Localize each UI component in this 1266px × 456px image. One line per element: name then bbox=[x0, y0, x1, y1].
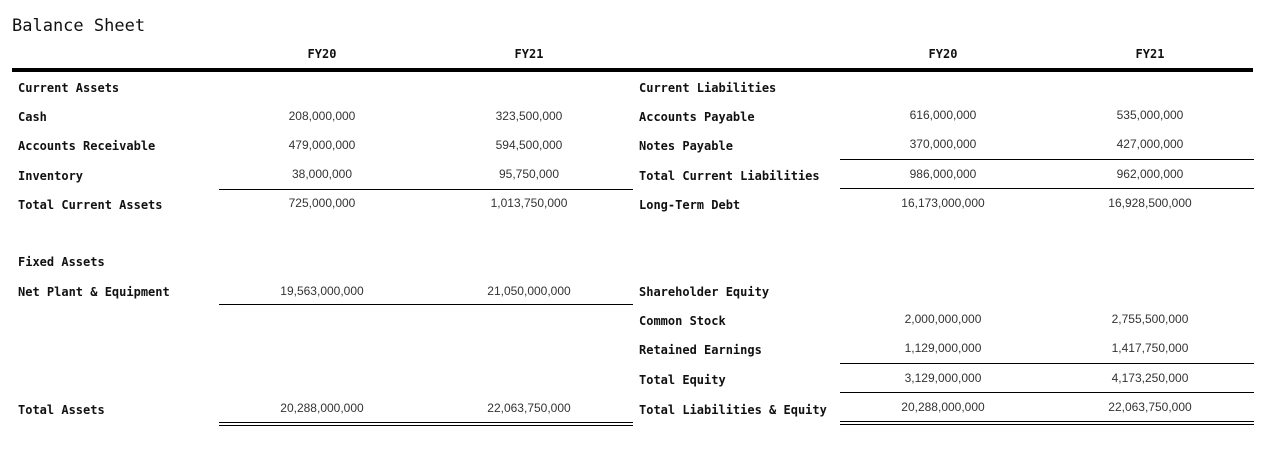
current-assets-subtotal-line bbox=[219, 189, 633, 190]
retained-earnings-label: Retained Earnings bbox=[639, 343, 762, 357]
total-current-liabilities-line bbox=[840, 188, 1254, 189]
assets-fy20-header: FY20 bbox=[307, 47, 337, 61]
current-liabilities-subtotal-line bbox=[840, 159, 1254, 160]
total-equity-fy21: 4,173,250,000 bbox=[1111, 371, 1189, 385]
total-liabilities-double-underline bbox=[840, 421, 1254, 425]
total-liabilities-equity-label: Total Liabilities & Equity bbox=[639, 403, 827, 417]
equity-subtotal-line bbox=[840, 363, 1254, 364]
current-liabilities-heading: Current Liabilities bbox=[639, 81, 777, 95]
total-equity-label: Total Equity bbox=[639, 373, 726, 387]
total-assets-fy21: 22,063,750,000 bbox=[487, 401, 571, 415]
total-current-assets-label: Total Current Assets bbox=[18, 198, 163, 212]
assets-fy21-header: FY21 bbox=[514, 47, 544, 61]
inventory-fy20: 38,000,000 bbox=[291, 167, 353, 181]
cash-fy20: 208,000,000 bbox=[288, 109, 356, 123]
accounts-payable-label: Accounts Payable bbox=[639, 110, 755, 124]
common-stock-fy21: 2,755,500,000 bbox=[1111, 312, 1189, 326]
total-assets-label: Total Assets bbox=[18, 403, 105, 417]
inventory-fy21: 95,750,000 bbox=[498, 167, 560, 181]
accounts-payable-fy21: 535,000,000 bbox=[1116, 108, 1184, 122]
cash-label: Cash bbox=[18, 110, 47, 124]
total-assets-fy20: 20,288,000,000 bbox=[280, 401, 364, 415]
notes-payable-fy20: 370,000,000 bbox=[909, 137, 977, 151]
liabilities-fy20-header: FY20 bbox=[928, 47, 958, 61]
total-liabilities-equity-fy21: 22,063,750,000 bbox=[1108, 400, 1192, 414]
receivable-label: Accounts Receivable bbox=[18, 139, 156, 153]
retained-earnings-fy20: 1,129,000,000 bbox=[904, 341, 982, 355]
receivable-fy21: 594,500,000 bbox=[495, 138, 563, 152]
long-term-debt-fy20: 16,173,000,000 bbox=[901, 196, 985, 210]
accounts-payable-fy20: 616,000,000 bbox=[909, 108, 977, 122]
inventory-label: Inventory bbox=[18, 169, 84, 183]
total-equity-line bbox=[840, 392, 1254, 393]
long-term-debt-fy21: 16,928,500,000 bbox=[1108, 196, 1192, 210]
total-current-liabilities-label: Total Current Liabilities bbox=[639, 169, 820, 183]
retained-earnings-fy21: 1,417,750,000 bbox=[1111, 341, 1189, 355]
plant-fy20: 19,563,000,000 bbox=[280, 284, 364, 298]
cash-fy21: 323,500,000 bbox=[495, 109, 563, 123]
shareholder-equity-heading: Shareholder Equity bbox=[639, 285, 770, 299]
total-current-assets-fy20: 725,000,000 bbox=[288, 196, 356, 210]
fixed-assets-subtotal-line bbox=[219, 304, 633, 305]
notes-payable-fy21: 427,000,000 bbox=[1116, 137, 1184, 151]
fixed-assets-heading: Fixed Assets bbox=[18, 255, 105, 269]
total-liabilities-equity-fy20: 20,288,000,000 bbox=[901, 400, 985, 414]
page-title: Balance Sheet bbox=[12, 16, 146, 36]
total-assets-double-underline bbox=[219, 422, 633, 426]
receivable-fy20: 479,000,000 bbox=[288, 138, 356, 152]
liabilities-fy21-header: FY21 bbox=[1135, 47, 1165, 61]
long-term-debt-label: Long-Term Debt bbox=[639, 198, 741, 212]
common-stock-label: Common Stock bbox=[639, 314, 726, 328]
current-assets-heading: Current Assets bbox=[18, 81, 120, 95]
common-stock-fy20: 2,000,000,000 bbox=[904, 312, 982, 326]
total-current-liabilities-fy20: 986,000,000 bbox=[909, 167, 977, 181]
header-divider bbox=[12, 68, 1253, 72]
total-equity-fy20: 3,129,000,000 bbox=[904, 371, 982, 385]
plant-fy21: 21,050,000,000 bbox=[487, 284, 571, 298]
notes-payable-label: Notes Payable bbox=[639, 139, 733, 153]
total-current-assets-fy21: 1,013,750,000 bbox=[490, 196, 568, 210]
plant-label: Net Plant & Equipment bbox=[18, 285, 170, 299]
total-current-liabilities-fy21: 962,000,000 bbox=[1116, 167, 1184, 181]
